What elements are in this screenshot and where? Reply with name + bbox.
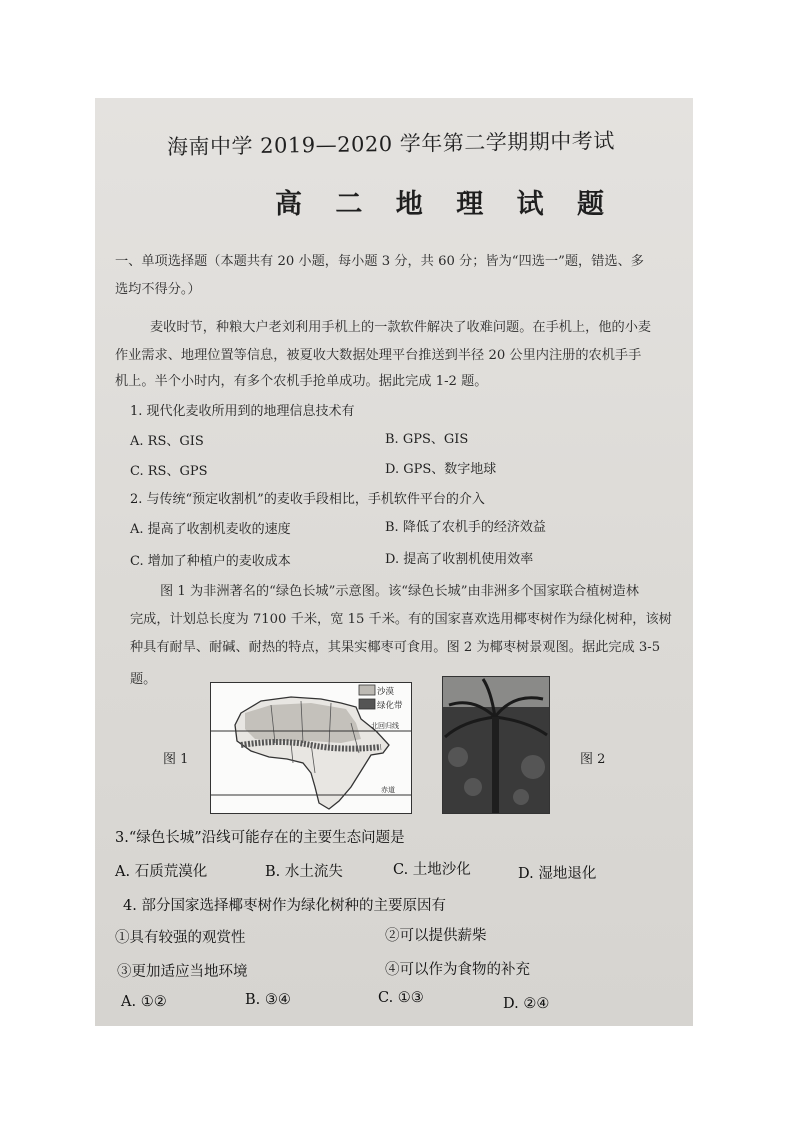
q2-stem: 2. 与传统“预定收割机”的麦收手段相比，手机软件平台的介入: [130, 492, 485, 507]
q3-stem: 3.“绿色长城”沿线可能存在的主要生态问题是: [115, 830, 405, 846]
q1-option-b: B. GPS、GIS: [385, 432, 469, 447]
q2-option-c: C. 增加了种植户的麦收成本: [130, 554, 291, 569]
q1-stem: 1. 现代化麦收所用到的地理信息技术有: [130, 404, 355, 419]
subject-title: 高 二 地 理 试 题: [275, 189, 616, 220]
exam-title: 海南中学 2019—2020 学年第二学期期中考试: [166, 128, 615, 160]
q4-stem: 4. 部分国家选择椰枣树作为绿化树种的主要原因有: [123, 898, 446, 914]
passage2-line1: 图 1 为非洲著名的“绿色长城”示意图。该“绿色长城”由非洲多个国家联合植树造林: [160, 584, 639, 599]
q4-reason-3: ③更加适应当地环境: [117, 964, 248, 980]
legend-green-swatch: [359, 699, 375, 709]
q3-option-b: B. 水土流失: [265, 864, 343, 880]
passage1-line2: 作业需求、地理位置等信息，被夏收大数据处理平台推送到半径 20 公里内注册的农机手手: [115, 348, 642, 363]
legend-desert-swatch: [359, 685, 375, 695]
q3-option-a: A. 石质荒漠化: [115, 864, 208, 880]
q1-option-d: D. GPS、数字地球: [385, 462, 497, 477]
q1-option-a: A. RS、GIS: [130, 434, 204, 449]
figure1-label: 图 1: [163, 752, 189, 767]
q1-option-c: C. RS、GPS: [130, 464, 208, 479]
q2-option-b: B. 降低了农机手的经济效益: [385, 520, 546, 535]
palm-trunk: [492, 717, 499, 813]
legend-desert-label: 沙漠: [377, 687, 395, 697]
tropic-label: 北回归线: [371, 722, 399, 730]
passage2-line2: 完成，计划总长度为 7100 千米，宽 15 千米。有的国家喜欢选用椰枣树作为绿化树种，该树: [130, 612, 672, 627]
passage1-line1: 麦收时节，种粮大户老刘利用手机上的一款软件解决了收难问题。在手机上，他的小麦: [150, 320, 652, 335]
q4-option-d: D. ②④: [503, 996, 550, 1012]
passage1-line3: 机上。半个小时内，有多个农机手抢单成功。据此完成 1-2 题。: [115, 374, 488, 389]
q2-option-d: D. 提高了收割机使用效率: [385, 552, 534, 567]
passage2-line3: 种具有耐旱、耐碱、耐热的特点，其果实椰枣可食用。图 2 为椰枣树景观图。据此完成 3-5: [130, 640, 661, 655]
section-instructions-line2: 选均不得分。）: [115, 282, 201, 297]
q4-option-c: C. ①③: [378, 990, 424, 1006]
q4-reason-1: ①具有较强的观赏性: [115, 930, 246, 946]
passage2-line4: 题。: [130, 672, 157, 687]
q3-option-d: D. 湿地退化: [518, 866, 597, 882]
q4-option-a: A. ①②: [121, 994, 167, 1010]
figure2-label: 图 2: [580, 752, 606, 767]
q4-reason-4: ④可以作为食物的补充: [385, 962, 530, 978]
exam-paper: [95, 98, 693, 1026]
q2-option-a: A. 提高了收割机麦收的速度: [130, 522, 291, 537]
q3-option-c: C. 土地沙化: [393, 862, 471, 878]
section-instructions-line1: 一、单项选择题（本题共有 20 小题，每小题 3 分，共 60 分；皆为“四选一”题，错选、多: [115, 254, 644, 269]
equator-label: 赤道: [381, 786, 395, 794]
figure1-africa-map: [210, 682, 412, 814]
q4-option-b: B. ③④: [245, 992, 291, 1008]
date-palm-svg: [443, 677, 549, 813]
legend-green-label: 绿化带: [377, 701, 403, 711]
q4-reason-2: ②可以提供薪柴: [385, 928, 487, 944]
africa-map-svg: [211, 683, 411, 813]
figure2-date-palm-photo: [442, 676, 550, 814]
